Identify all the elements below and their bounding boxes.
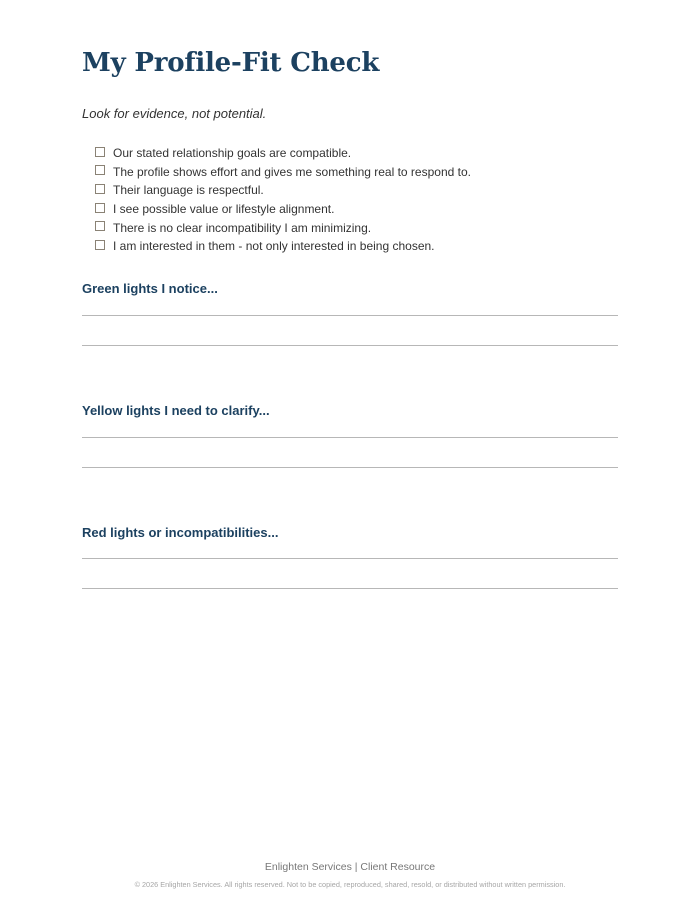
page-subtitle: Look for evidence, not potential. <box>82 106 267 121</box>
writing-line[interactable] <box>82 437 618 438</box>
fit-checklist <box>95 144 471 256</box>
checkbox[interactable] <box>95 221 105 231</box>
section-heading-yellow-lights: Yellow lights I need to clarify... <box>82 403 270 418</box>
section-heading-red-lights: Red lights or incompatibilities... <box>82 525 279 540</box>
checkbox[interactable] <box>95 184 105 194</box>
writing-line[interactable] <box>82 558 618 559</box>
checklist-item-label: I am interested in them - not only interested in being chosen. <box>113 239 435 254</box>
writing-line[interactable] <box>82 588 618 589</box>
writing-line[interactable] <box>82 467 618 468</box>
checkbox[interactable] <box>95 147 105 157</box>
checklist-item[interactable] <box>95 181 471 200</box>
writing-line[interactable] <box>82 345 618 346</box>
checklist-item-label: Our stated relationship goals are compatible. <box>113 146 352 161</box>
checklist-item[interactable] <box>95 163 471 182</box>
section-heading-green-lights: Green lights I notice... <box>82 281 218 296</box>
checklist-item-label: I see possible value or lifestyle alignment. <box>113 202 335 217</box>
checklist-item-label: Their language is respectful. <box>113 183 264 198</box>
checkbox[interactable] <box>95 203 105 213</box>
checklist-item-label: There is no clear incompatibility I am minimizing. <box>113 220 372 235</box>
footer-title: Enlighten Services | Client Resource <box>264 861 436 873</box>
checklist-item[interactable] <box>95 200 471 219</box>
checklist-item[interactable] <box>95 144 471 163</box>
checkbox[interactable] <box>95 165 105 175</box>
checklist-item[interactable] <box>95 237 471 256</box>
page-title: My Profile-Fit Check <box>82 48 380 78</box>
writing-line[interactable] <box>82 315 618 316</box>
checklist-item-label: The profile shows effort and gives me something real to respond to. <box>113 164 471 179</box>
footer-copyright: © 2026 Enlighten Services. All rights reserved. Not to be copied, reproduced, shared, resold, or distributed without written permission. <box>134 880 566 889</box>
checklist-item[interactable] <box>95 218 471 237</box>
checkbox[interactable] <box>95 240 105 250</box>
